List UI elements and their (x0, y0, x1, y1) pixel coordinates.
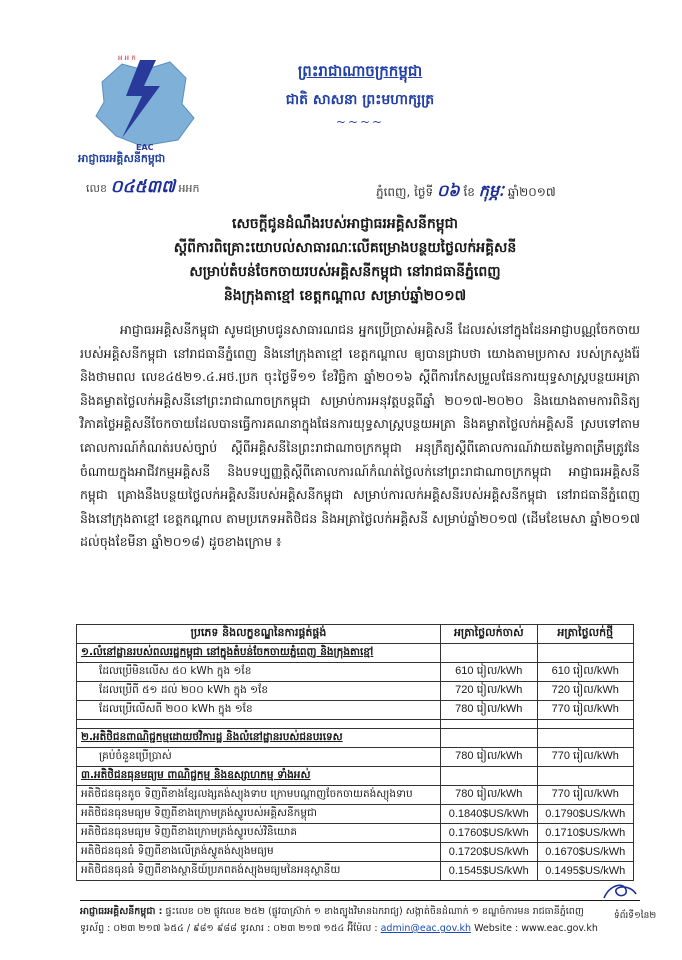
row-label: ដែលប្រើពី ៥១ ដល់ ២០០ kWh ក្នុង ១ខែ (77, 682, 441, 701)
title-line-4: និងក្រុងតាខ្មៅ ខេត្តកណ្តាល សម្រាប់ឆ្នាំ២០១៧ (223, 288, 467, 304)
footer-divider (80, 900, 640, 901)
header-category: ប្រភេទ និងលក្ខខណ្ឌនៃការផ្គត់ផ្គង់ (77, 625, 441, 644)
new-rate: 0.1670$US/kWh (537, 843, 634, 862)
footer-address-line (80, 903, 640, 920)
body-paragraph: អាជ្ញាធរអគ្គិសនីកម្ពុជា សូមជម្រាបជូនសាធារណជន អ្នកប្រើប្រាស់អគ្គិសនី ដែលរស់នៅក្នុងដែនអាជ្ញាបណ្ណចែកចាយរបស់អគ្គិសនីកម្ពុជា នៅរាជធានីភ្នំពេញ និងនៅក្រុងតាខ្មៅ ខេត្តកណ្តាល ឲ្យបានជ្រាបថា យោងតាមប្រកាស របស់ក្រសួងរ៉ែ និងថាមពល លេខ៤៥២១.៤.អថ.ប្រក ចុះថ្ងៃទី១១ ខែវិច្ឆិកា ឆ្នាំ២០១៦ ស្តីពីការកែសម្រួលផែនការយុទ្ធសាស្ត្របន្ថយអត្រា និងគម្លាតថ្លៃលក់អគ្គិសនីនៅព្រះរាជាណាចក្រកម្ពុជា សម្រាប់ការអនុវត្តបន្តពីឆ្នាំ ២០១៧-២០២០ និងយោងតាមការពិនិត្យវិភាគថ្លៃអគ្គិសនីចែកចាយដែលបានធ្វើការគណនាក្នុងផែនការយុទ្ធសាស្ត្របន្ថយអត្រា និងគម្លាតថ្លៃលក់អគ្គិសនី ស្របទៅតាមគោលការណ៍កំណត់របស់ច្បាប់ ស្តីពីអគ្គិសនីនៃព្រះរាជាណាចក្រកម្ពុជា អនុក្រឹត្យស្តីពីគោលការណ៍វាយតម្លៃភាពត្រឹមត្រូវនៃចំណាយក្នុងអាជីវកម្មអគ្គិសនី និងបទប្បញ្ញត្តិស្តីពីគោលការណ៍កំណត់ថ្លៃលក់នៅព្រះរាជាណាចក្រកម្ពុជា អាជ្ញាធរអគ្គិសនីកម្ពុជា គ្រោងនឹងបន្ថយថ្លៃលក់អគ្គិសនីរបស់អគ្គិសនីកម្ពុជា សម្រាប់ការលក់អគ្គិសនីរបស់អគ្គិសនីកម្ពុជា នៅរាជធានីភ្នំពេញ និងនៅក្រុងតាខ្មៅ ខេត្តកណ្តាល តាមប្រភេទអតិថិជន និងអត្រាថ្លៃលក់អគ្គិសនី សម្រាប់ឆ្នាំ២០១៧ (ដើមខែមេសា ឆ្នាំ២០១៧ ដល់ចុងខែមីនា ឆ្នាំ២០១៨) ដូចខាងក្រោម ៖ (80, 322, 640, 550)
table-row (77, 805, 634, 824)
new-rate: 0.1790$US/kWh (537, 805, 634, 824)
new-rate: 0.1495$US/kWh (537, 862, 634, 881)
organization-name: អាជ្ញាធរអគ្គិសនីកម្ពុជា (78, 152, 166, 165)
table-row (77, 843, 634, 862)
old-rate: 0.1840$US/kWh (441, 805, 537, 824)
header-ornament: ~~~~ (335, 115, 385, 129)
title-line-1: សេចក្តីជូនដំណឹងរបស់អាជ្ញាធរអគ្គិសនីកម្ពុជា (232, 216, 458, 232)
old-rate: 720 រៀល/kWh (441, 682, 537, 701)
document-number (86, 176, 200, 201)
document-title (40, 212, 650, 308)
date-month: កុម្ភៈ (478, 181, 504, 200)
date-line (376, 180, 556, 204)
row-label: ដែលប្រើមិនលើស ៥០ kWh ក្នុង ១ខែ (77, 663, 441, 682)
date-day: ០៦ (436, 181, 460, 200)
kingdom-name: ព្រះរាជាណាចក្រកម្ពុជា (297, 62, 423, 80)
row-label: ដែលប្រើលើសពី ២០០ kWh ក្នុង ១ខែ (77, 701, 441, 720)
eac-logo (82, 52, 202, 152)
row-label: អតិថិជនធុនធំ ទិញពីខាងលើត្រង់ស្វូតង់ស្យុងមធ្យម (77, 843, 441, 862)
row-label: អតិថិជនធុនតូច ទិញពីខាងខ្សែលង្សតង់ស្យុងទាប ក្រោមបណ្តាញចែកចាយតង់ស្យុងទាប (77, 786, 441, 805)
footer-fax-label: ទូរសារ : (239, 923, 271, 934)
table-header-row (77, 625, 634, 644)
national-motto: ជាតិ សាសនា ព្រះមហាក្សត្រ (285, 92, 435, 108)
title-line-2: ស្តីពីការពិគ្រោះយោបល់សាធារណៈលើគម្រោងបន្ថយថ្លៃលក់អគ្គិសនី (173, 240, 517, 256)
old-rate: 780 រៀល/kWh (441, 786, 537, 805)
table-row (77, 663, 634, 682)
footer-email-label: អ៊ីម៉ែល : (347, 923, 378, 934)
section-label: ២.អតិថិជនពាណិជ្ជកម្មដោយថវិការដ្ឋ និងលំនៅដ្ឋានរបស់ជនបរទេស (77, 729, 441, 748)
footer-email-link[interactable]: admin@eac.gov.kh (380, 923, 472, 934)
table-row (77, 701, 634, 720)
page-number: ទំព័រទី១នៃ២ (614, 911, 657, 921)
old-rate: 0.1760$US/kWh (441, 824, 537, 843)
row-label: អតិថិជនធុនមធ្យម ទិញពីខាងក្រោមត្រង់ស្វូរបស់អគ្គិសនីកម្ពុជា (77, 805, 441, 824)
footer-phone-label: ទូរស័ព្ទ : (80, 923, 111, 934)
date-month-label: ខែ (463, 185, 475, 199)
new-rate: 720 រៀល/kWh (537, 682, 634, 701)
old-rate: 780 រៀល/kWh (441, 701, 537, 720)
row-label: អតិថិជនធុនធំ ទិញពីខាងស្ថានីយ៍ប្រភពតង់ស្យុងមធ្យមនៃអនុស្ថានីយ (77, 862, 441, 881)
footer (80, 903, 640, 937)
footer-phone: ០២៣ ២១៧ ៦៥៤ / ៩៨១ ៩៨៨ (113, 923, 237, 934)
footer-website-label: Website : (474, 923, 519, 934)
new-rate: 770 រៀល/kWh (537, 786, 634, 805)
old-rate: 0.1720$US/kWh (441, 843, 537, 862)
footer-website-link[interactable]: www.eac.gov.kh (521, 923, 598, 934)
table-row (77, 682, 634, 701)
doc-number-suffix: អអក (178, 182, 200, 195)
new-rate: 770 រៀល/kWh (537, 701, 634, 720)
section-row (77, 644, 634, 663)
table-row (77, 748, 634, 767)
new-rate: 770 រៀល/kWh (537, 748, 634, 767)
tariff-table (76, 624, 634, 881)
title-line-3: សម្រាប់តំបន់ចែកចាយរបស់អគ្គិសនីកម្ពុជា នៅរាជធានីភ្នំពេញ (189, 264, 501, 280)
date-year: ឆ្នាំ២០១៧ (507, 185, 556, 199)
spacer-row (77, 720, 634, 729)
section-row (77, 729, 634, 748)
row-label: គ្រប់ចំនួនប្រើប្រាស់ (77, 748, 441, 767)
section-label: ១.លំនៅដ្ឋានរបស់ពលរដ្ឋកម្ពុជា នៅក្នុងតំបន់ចែកចាយភ្នំពេញ និងក្រុងតាខ្មៅ (77, 644, 441, 663)
section-label: ៣.អតិថិជនធុនមធ្យម ពាណិជ្ជកម្ម និងឧស្សាហកម្ម ទាំងអស់ (77, 767, 441, 786)
new-rate: 610 រៀល/kWh (537, 663, 634, 682)
footer-fax: ០២៣ ២១៧ ១៥៤ (273, 923, 345, 934)
header-new-rate: អត្រាថ្លៃលក់ថ្មី (537, 625, 634, 644)
new-rate: 0.1710$US/kWh (537, 824, 634, 843)
table-row (77, 786, 634, 805)
footer-address: ផ្ទះលេខ ០២ ផ្លូវលេខ ២៥២ (ផ្លូវបាស្រ៊ាក់ ១ ខាងត្បូងវិមានឯករាជ្យ) សង្កាត់ចិនដំណាក់ ១ ខណ្ឌចំការមន រាជធានីភ្នំពេញ (165, 906, 584, 917)
date-place: ភ្នំពេញ, ថ្ងៃទី (376, 185, 434, 199)
old-rate: 780 រៀល/kWh (441, 748, 537, 767)
footer-org: អាជ្ញាធរអគ្គិសនីកម្ពុជា : (80, 906, 163, 917)
doc-number-prefix: លេខ (86, 182, 107, 195)
old-rate: 0.1545$US/kWh (441, 862, 537, 881)
old-rate: 610 រៀល/kWh (441, 663, 537, 682)
logo-eac-text: EAC (136, 143, 154, 152)
svg-text:អ អ ក: អ អ ក (118, 54, 136, 62)
footer-contact-line (80, 920, 640, 937)
table-row (77, 824, 634, 843)
kingdom-header (265, 62, 455, 129)
row-label: អតិថិជនធុនមធ្យម ទិញពីខាងក្រោមត្រង់ស្វូរបស់វិនិយោគ (77, 824, 441, 843)
doc-number-value: ០៤៥៣៧ (110, 177, 176, 197)
table-row (77, 862, 634, 881)
section-row (77, 767, 634, 786)
header-old-rate: អត្រាថ្លៃលក់ចាស់ (441, 625, 537, 644)
